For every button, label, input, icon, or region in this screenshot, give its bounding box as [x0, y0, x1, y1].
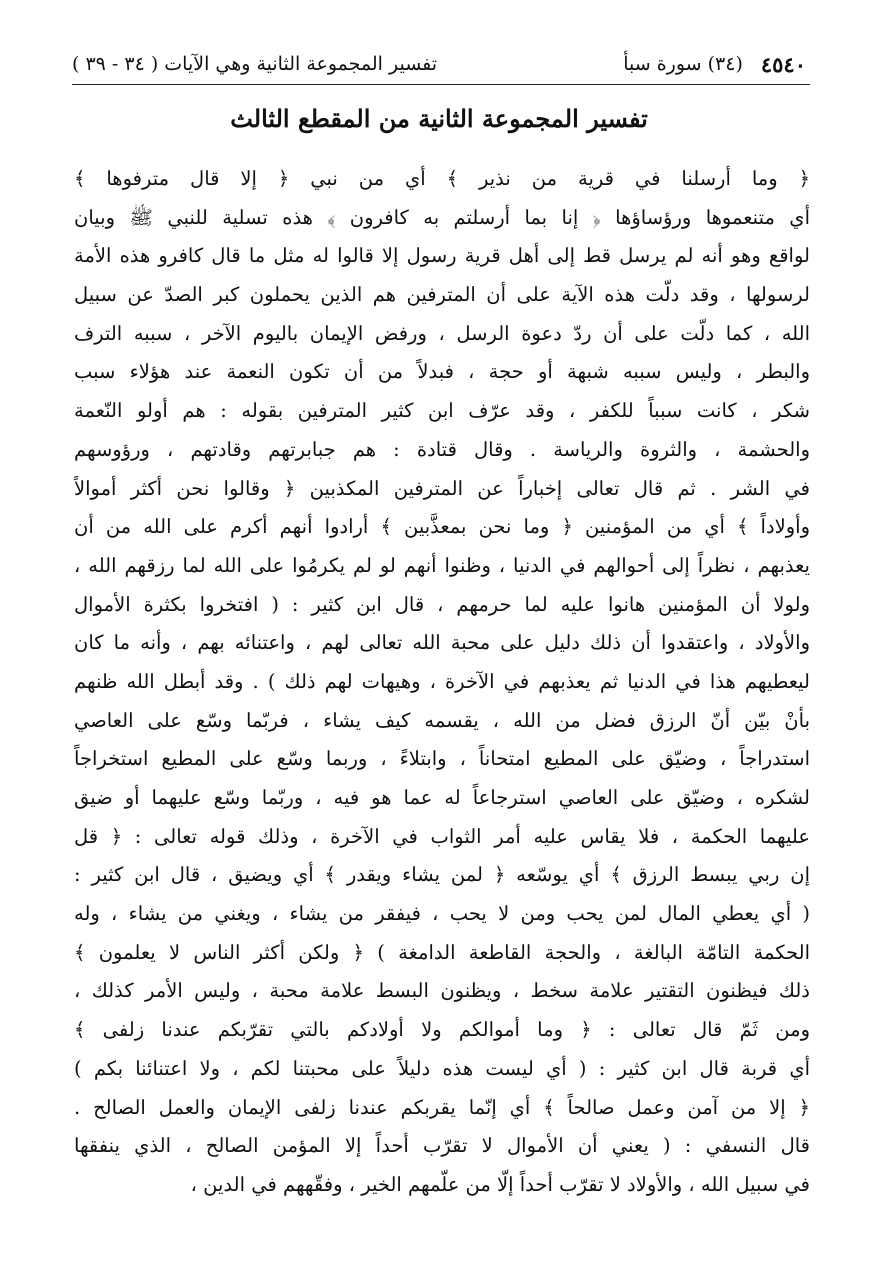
text-line: لشكره ، وضيّق على العاصي استرجاعاً له عما هو فيه ، وربّما وسّع عليهما أو ضيق [74, 786, 810, 809]
text-line: وأولاداً ﴾ أي من المؤمنين ﴿ وما نحن بمعذَّبين ﴾ أرادوا أنهم أكرم على الله من أن [74, 515, 810, 539]
text-line: الله ، كما دلّت على أن ردّ دعوة الرسل ، ورفض الإيمان باليوم الآخر ، سببه الترف [74, 321, 810, 345]
text-line: ( أي يعطي المال لمن يحب ومن لا يحب ، فيفقر من يشاء ، ويغني من يشاء ، وله [74, 902, 810, 926]
section-title: تفسير المجموعة الثانية من المقطع الثالث [230, 104, 648, 133]
text-line: قال النسفي : ( يعني أن الأموال لا تقرّب أحداً إلا المؤمن الصالح ، الذي ينفقها [74, 1134, 810, 1158]
text-line: أي متنعموها ورؤساؤها ﴿ إنا بما أرسلتم به كافرون ﴾ هذه تسلية للنبي ﷺ وبيان [74, 205, 810, 229]
text-line: ذلك فيظنون التقتير علامة سخط ، ويظنون البسط علامة محبة ، وليس الأمر كذلك ، [74, 979, 810, 1003]
text-line: ليعطيهم هذا في الدنيا ثم يعذبهم في الآخرة ، وهيهات لهم ذلك ) . وقد أبطل الله ظنهم [74, 669, 810, 693]
text-line: في سبيل الله ، والأولاد لا تقرّب أحداً إلّا من علّمهم الخير ، وفقّههم في الدين ، [190, 1172, 810, 1196]
text-line: إن ربي يبسط الرزق ﴾ أي يوسّعه ﴿ لمن يشاء ويقدر ﴾ أي ويضيق ، قال ابن كثير : [74, 863, 810, 887]
running-header [72, 46, 806, 82]
text-line: لواقع وهو أنه لم يرسل قط إلى أهل قرية رسول إلا قالوا له مثل ما قال كافرو هذه الأمة [74, 244, 810, 268]
text-line: ﴿ وما أرسلنا في قرية من نذير ﴾ أي من نبي ﴿ إلا قال مترفوها ﴾ [74, 167, 810, 190]
text-line: ولولا أن المؤمنين هانوا عليه لما حرمهم ، قال ابن كثير : ( افتخروا بكثرة الأموال [74, 592, 810, 616]
body-text [74, 160, 810, 1205]
text-line: ومن ثَمّ قال تعالى : ﴿ وما أموالكم ولا أولادكم بالتي تقرّبكم عندنا زلفى ﴾ [74, 1018, 810, 1042]
text-line: عليهما الحكمة ، فلا يقاس عليه أمر الثواب في الآخرة ، وذلك قوله تعالى : ﴿ قل [74, 824, 810, 848]
text-line: بأنْ بيّن أنّ الرزق فضل من الله ، يقسمه كيف يشاء ، فربّما وسّع على العاصي [74, 708, 810, 732]
text-line: والحشمة ، والثروة والرياسة . وقال قتادة : هم جبابرتهم وقادتهم ، ورؤوسهم [74, 437, 810, 461]
surah-label: (٣٤) سورة سبأ [623, 53, 743, 75]
page-number: ٤٥٤٠ [760, 51, 806, 77]
text-line: لرسولها ، وقد دلّت هذه الآية على أن المترفين هم الذين يحملون كبر الصدّ عن سبيل [74, 283, 810, 307]
section-label: تفسير المجموعة الثانية وهي الآيات ( ٣٤ - ٣٩ ) [72, 53, 438, 75]
text-line: يعذبهم ، نظراً إلى أحوالهم في الدنيا ، وظنوا أنهم لو لم يكرمُوا على الله لما رزقهم الله ، [74, 553, 810, 577]
text-line: ﴿ إلا من آمن وعمل صالحاً ﴾ أي إنّما يقربكم عندنا زلفى الإيمان والعمل الصالح . [74, 1095, 810, 1119]
text-line: والأولاد ، واعتقدوا أن ذلك دليل على محبة الله تعالى لهم ، واعتنائه بهم ، وأنه ما كان [74, 631, 810, 655]
text-line: في الشر . ثم قال تعالى إخباراً عن المترفين المكذبين ﴿ وقالوا نحن أكثر أموالاً [74, 476, 810, 500]
text-line: الحكمة التامّة البالغة ، والحجة القاطعة الدامغة ) ﴿ ولكن أكثر الناس لا يعلمون ﴾ [74, 940, 810, 964]
text-line: استدراجاً ، وضيّق على المطيع امتحاناً ، وابتلاءً ، وربما وسّع على المطيع استخراجاً [74, 747, 810, 771]
text-line: أي قربة قال ابن كثير : ( أي ليست هذه دليلاً على محبتنا لكم ، ولا اعتنائنا بكم ) [74, 1056, 810, 1080]
text-line: شكر ، كانت سبباً للكفر ، وقد عرّف ابن كثير المترفين بقوله : هم أولو النّعمة [74, 399, 810, 423]
text-line: والبطر ، وليس سببه شبهة أو حجة ، فبدلاً من أن تكون النعمة عند هؤلاء سبب [74, 360, 810, 384]
header-divider [72, 84, 810, 85]
header-right-group [623, 52, 806, 77]
